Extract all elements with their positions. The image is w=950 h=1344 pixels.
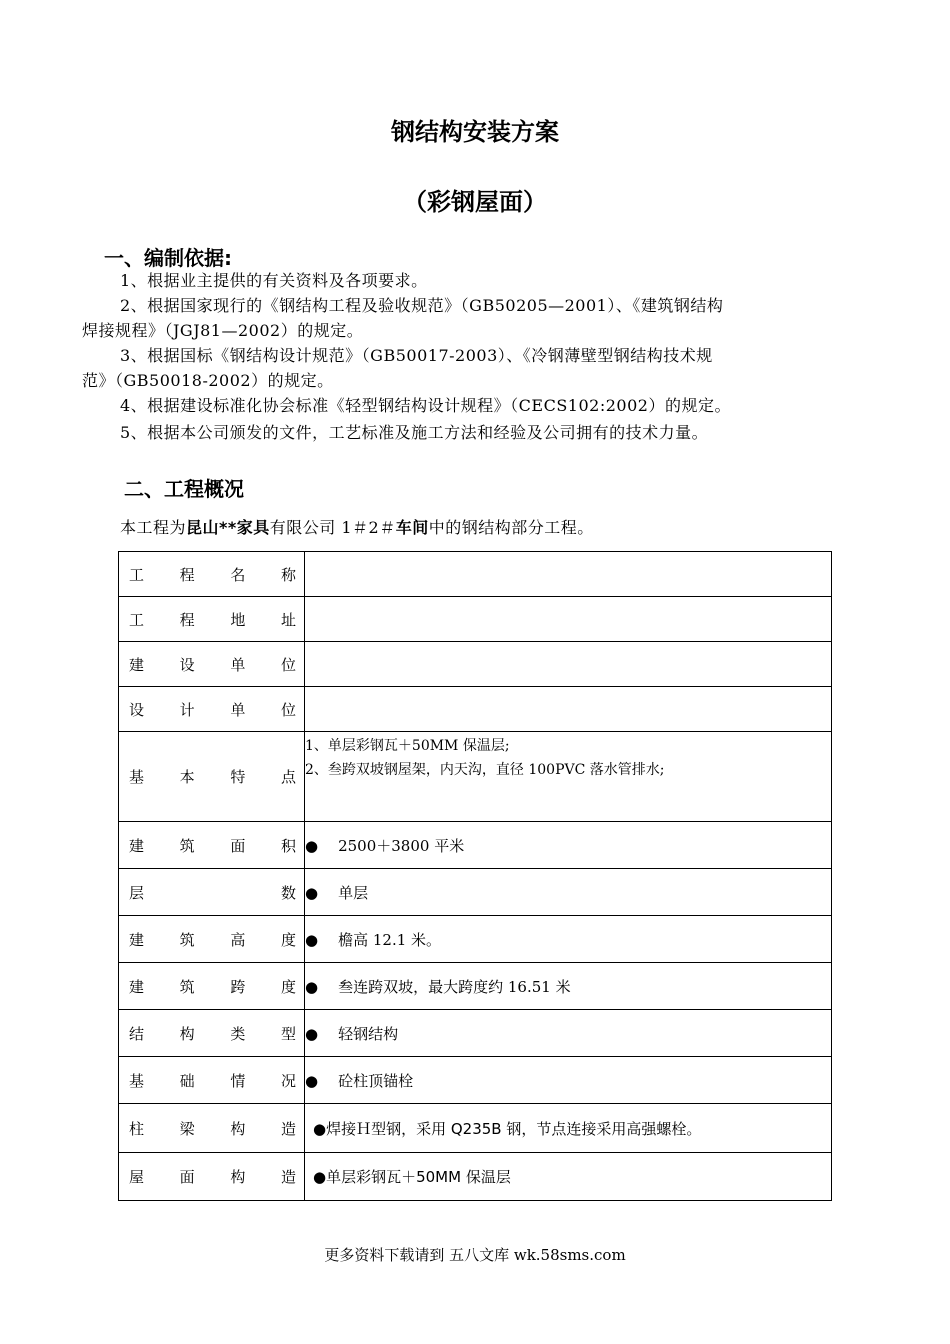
row-value-floors: ● 单层: [305, 869, 832, 916]
row-value-structure-type: ● 轻钢结构: [305, 1010, 832, 1057]
basis-item-4: 4、根据建设标准化协会标准《轻型钢结构设计规程》（CECS102:2002）的规定。: [120, 396, 731, 415]
row-label-column-beam: 柱 梁 构 造: [129, 1119, 296, 1138]
row-value-height: ● 檐高 12.1 米。: [305, 916, 832, 963]
bullet-icon: ●: [305, 883, 319, 902]
basis-item-1: 1、根据业主提供的有关资料及各项要求。: [120, 271, 428, 290]
table-row: [119, 642, 832, 687]
bullet-icon: ●: [305, 1024, 319, 1043]
row-label-area: 建 筑 面 积: [129, 836, 296, 855]
table-row: [119, 869, 832, 916]
section1-heading: 一、编制依据:: [104, 246, 232, 270]
table-row: [119, 916, 832, 963]
row-value-roof: ●单层彩钢瓦＋50MM 保温层: [305, 1153, 832, 1201]
row-label-structure-type: 结 构 类 型: [129, 1024, 296, 1043]
row-label-roof: 屋 面 构 造: [129, 1168, 296, 1186]
row-value-owner: [305, 642, 832, 687]
row-value-designer: [305, 687, 832, 732]
row-label-owner: 建 设 单 位: [129, 655, 296, 674]
row-value-project-name: [305, 552, 832, 597]
bullet-icon: ●: [305, 1071, 319, 1090]
intro-workshop: 车间: [395, 518, 429, 537]
intro-text-3: 中的钢结构部分工程。: [428, 518, 594, 537]
row-value-column-beam: ●焊接Ｈ型钢，采用 Q235B 钢，节点连接采用高强螺栓。: [305, 1104, 832, 1153]
document-title: 钢结构安装方案: [391, 118, 559, 146]
intro-company: 昆山**家具: [186, 518, 270, 537]
row-label-project-name: 工 程 名 称: [129, 565, 296, 584]
footer-link[interactable]: 更多资料下载请到 五八文库 wk.58sms.com: [324, 1246, 626, 1264]
bullet-icon: ●: [305, 930, 319, 949]
section2-heading: 二、工程概况: [124, 477, 244, 501]
table-row: [119, 1104, 832, 1153]
bullet-icon: ●: [313, 1119, 327, 1138]
table-row: [119, 1057, 832, 1104]
bullet-icon: ●: [305, 836, 319, 855]
basis-item-3: 3、根据国标《钢结构设计规范》（GB50017-2003）、《冷钢薄壁型钢结构技术规: [120, 346, 713, 365]
table-row: [119, 552, 832, 597]
row-label-features: 基 本 特 点: [129, 768, 296, 786]
row-label-floors: 层 数: [129, 883, 296, 902]
row-value-area: ● 2500＋3800 平米: [305, 822, 832, 869]
basis-item-5: 5、根据本公司颁发的文件，工艺标准及施工方法和经验及公司拥有的技术力量。: [120, 423, 709, 442]
row-label-project-address: 工 程 地 址: [129, 610, 296, 629]
intro-text-2: 有限公司 1＃2＃: [269, 518, 396, 537]
basis-item-2-cont: 焊接规程》（JGJ81—2002）的规定。: [82, 321, 364, 340]
table-row: [119, 687, 832, 732]
row-label-span: 建 筑 跨 度: [129, 977, 296, 996]
project-intro: [120, 515, 594, 540]
document-subtitle: （彩钢屋面）: [403, 188, 547, 216]
row-label-designer: 设 计 单 位: [129, 700, 296, 719]
basis-item-3-cont: 范》（GB50018-2002）的规定。: [82, 371, 334, 390]
row-value-project-address: [305, 597, 832, 642]
row-value-features: [305, 732, 832, 822]
bullet-icon: ●: [313, 1168, 327, 1186]
bullet-icon: ●: [305, 977, 319, 996]
row-label-foundation: 基 础 情 况: [129, 1071, 296, 1090]
intro-text-1: 本工程为: [120, 518, 187, 537]
table-row: [119, 1010, 832, 1057]
row-value-span: ● 叁连跨双坡，最大跨度约 16.51 米: [305, 963, 832, 1010]
feature-line-1: 1、单层彩钢瓦＋50MM 保温层;: [305, 738, 510, 754]
table-row: [119, 1153, 832, 1201]
table-row: [119, 963, 832, 1010]
project-info-table: [118, 551, 832, 1201]
table-row: [119, 732, 832, 822]
table-row: [119, 822, 832, 869]
row-label-height: 建 筑 高 度: [129, 930, 296, 949]
feature-line-2: 2、叁跨双坡钢屋架，内天沟，直径 100PVC 落水管排水;: [305, 762, 665, 778]
row-value-foundation: ● 砼柱顶锚栓: [305, 1057, 832, 1104]
basis-item-2: 2、根据国家现行的《钢结构工程及验收规范》（GB50205—2001）、《建筑钢结构: [120, 296, 724, 315]
table-row: [119, 597, 832, 642]
